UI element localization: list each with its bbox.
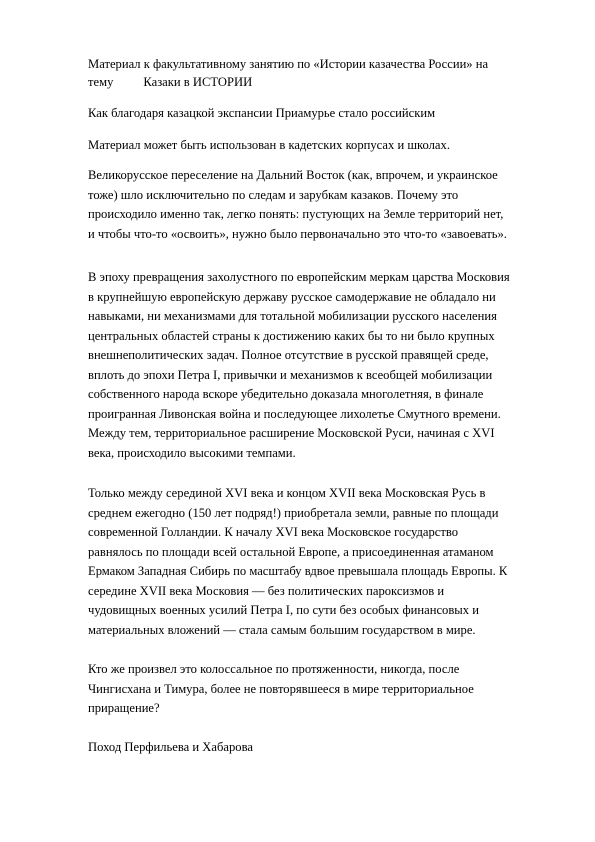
header-line-2 [88, 73, 558, 91]
paragraph-line: происходило именно так, легко понять: пустующих на Земле территорий нет, [88, 207, 504, 221]
paragraph-line: современной Голландии. К началу XVI века Московское государство [88, 525, 459, 539]
document-subtitle [88, 104, 558, 122]
paragraph-line: среднем ежегодно (150 лет подряд!) приобретала земли, равные по площади [88, 505, 499, 520]
header-theme-title: Казаки в ИСТОРИИ [143, 75, 253, 89]
paragraph-line: и чтобы что-то «освоить», нужно было первоначально это что-то «завоевать». [88, 226, 507, 241]
paragraph-line: середине XVII века Московия — без политических пароксизмов и [88, 583, 445, 598]
paragraph-3 [88, 484, 558, 640]
paragraph-line: тоже) шло исключительно по следам и зарубкам казаков. Почему это [88, 187, 459, 202]
subtitle-text: Как благодаря казацкой экспансии Приамурье стало российским [88, 106, 436, 120]
section-heading-text: Поход Перфильева и Хабарова [88, 740, 253, 754]
paragraph-line: приращение? [88, 701, 160, 715]
paragraph-2 [88, 268, 558, 463]
paragraph-1 [88, 166, 558, 244]
paragraph-line: Чингисхана и Тимура, более не повторявшееся в мире территориальное [88, 681, 474, 696]
paragraph-line: вплоть до эпохи Петра I, привычки и механизмов к всеобщей мобилизации [88, 367, 493, 382]
document-header [88, 55, 558, 91]
paragraph-line: Только между серединой XVI века и концом XVII века Московская Русь в [88, 486, 486, 500]
usage-note-text: Материал может быть использован в кадетских корпусах и школах. [88, 138, 450, 152]
paragraph-line: В эпоху превращения захолустного по европейским меркам царства Московия [88, 270, 510, 284]
paragraph-line: Кто же произвел это колоссальное по протяженности, никогда, после [88, 662, 460, 676]
paragraph-line: в крупнейшую европейскую державу русское самодержавие не обладало ни [88, 289, 496, 304]
paragraph-line: материальных вложений — стала самым большим государством в мире. [88, 622, 476, 637]
paragraph-line: Между тем, территориальное расширение Московской Руси, начиная с XVI [88, 426, 495, 440]
paragraph-line: проигранная Ливонская война и последующее лихолетье Смутного времени. [88, 406, 501, 421]
paragraph-4 [88, 660, 558, 719]
header-line-1: Материал к факультативному занятию по «Истории казачества России» на [88, 57, 489, 71]
paragraph-line: равнялось по площади всей остальной Европе, а присоединенная атаманом [88, 544, 494, 559]
paragraph-line: чудовищных военных усилий Петра I, по сути без особых финансовых и [88, 603, 479, 617]
paragraph-line: века, происходило высокими темпами. [88, 445, 296, 460]
section-heading [88, 738, 558, 756]
paragraph-line: внешнеполитических задач. Полное отсутствие в русской правящей среде, [88, 348, 489, 362]
paragraph-line: Ермаком Западная Сибирь по масштабу вдвое превышала площадь Европы. К [88, 564, 508, 578]
paragraph-line: Великорусское переселение на Дальний Восток (как, впрочем, и украинское [88, 168, 498, 182]
header-theme-prefix: тему [88, 75, 114, 89]
paragraph-line: собственного народа вскоре убедительно доказала многолетняя, в финале [88, 387, 484, 401]
usage-note [88, 136, 558, 154]
paragraph-line: центральных областей страны к достижению каких бы то ни было крупных [88, 328, 495, 343]
paragraph-line: навыками, ни механизмами для тотальной мобилизации русского населения [88, 309, 497, 323]
